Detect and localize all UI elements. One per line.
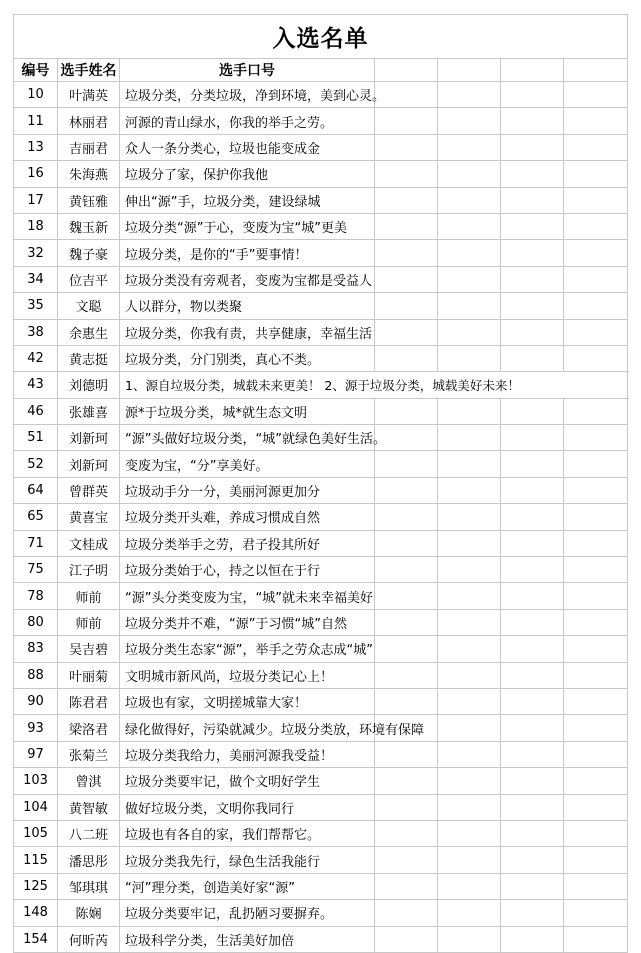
cell-name: 八二班	[58, 820, 120, 846]
empty-cell	[501, 319, 564, 345]
cell-number: 13	[14, 134, 58, 160]
empty-cell	[438, 900, 501, 926]
empty-cell	[438, 451, 501, 477]
table-row	[14, 873, 628, 899]
empty-cell	[438, 319, 501, 345]
empty-cell	[438, 530, 501, 556]
empty-cell	[564, 477, 628, 503]
empty-cell	[501, 741, 564, 767]
title-row	[14, 15, 628, 59]
empty-cell	[501, 213, 564, 239]
empty-cell	[375, 398, 438, 424]
empty-cell	[375, 59, 438, 82]
selection-list-table	[13, 14, 628, 953]
cell-name: 叶丽菊	[58, 662, 120, 688]
empty-cell	[501, 293, 564, 319]
empty-cell	[501, 557, 564, 583]
empty-cell	[375, 213, 438, 239]
empty-cell	[438, 820, 501, 846]
cell-slogan: 垃圾分类举手之劳，君子投其所好	[120, 530, 375, 556]
cell-name: 林丽君	[58, 108, 120, 134]
cell-number: 93	[14, 715, 58, 741]
empty-cell	[438, 504, 501, 530]
empty-cell	[501, 530, 564, 556]
cell-slogan: 文明城市新风尚，垃圾分类记心上！	[120, 662, 375, 688]
cell-name: 黄志挺	[58, 345, 120, 371]
cell-number: 43	[14, 372, 58, 398]
empty-cell	[501, 108, 564, 134]
cell-slogan: “河”理分类，创造美好家“源”	[120, 873, 375, 899]
empty-cell	[438, 794, 501, 820]
page-title: 入选名单	[14, 15, 628, 59]
empty-cell	[375, 768, 438, 794]
cell-name: 师前	[58, 583, 120, 609]
empty-cell	[501, 820, 564, 846]
cell-number: 18	[14, 213, 58, 239]
empty-cell	[564, 319, 628, 345]
empty-cell	[375, 873, 438, 899]
empty-cell	[564, 847, 628, 873]
cell-slogan: 源*于垃圾分类，城*就生态文明	[120, 398, 375, 424]
cell-number: 10	[14, 82, 58, 108]
table-row	[14, 451, 628, 477]
empty-cell	[375, 636, 438, 662]
empty-cell	[375, 794, 438, 820]
cell-name: 文聪	[58, 293, 120, 319]
empty-cell	[375, 504, 438, 530]
table-row	[14, 345, 628, 371]
cell-slogan: 垃圾也有家，文明搓城靠大家！	[120, 688, 375, 714]
cell-number: 148	[14, 900, 58, 926]
empty-cell	[564, 715, 628, 741]
empty-cell	[501, 451, 564, 477]
empty-cell	[564, 293, 628, 319]
cell-number: 80	[14, 609, 58, 635]
cell-slogan: 人以群分，物以类聚	[120, 293, 375, 319]
cell-slogan: 垃圾科学分类，生活美好加倍	[120, 926, 375, 952]
cell-name: 刘新珂	[58, 425, 120, 451]
empty-cell	[375, 900, 438, 926]
cell-number: 42	[14, 345, 58, 371]
cell-name: 吴吉碧	[58, 636, 120, 662]
cell-name: 魏子豪	[58, 240, 120, 266]
empty-cell	[375, 557, 438, 583]
table-row	[14, 688, 628, 714]
cell-name: 余惠生	[58, 319, 120, 345]
cell-slogan: 垃圾分类“源”于心，变废为宝“城”更美	[120, 213, 375, 239]
cell-slogan: 垃圾分类生态家“源”，举手之劳众志成“城”	[120, 636, 375, 662]
cell-slogan: 绿化做得好，污染就减少。垃圾分类放，环境有保障	[120, 715, 375, 741]
empty-cell	[564, 134, 628, 160]
empty-cell	[438, 82, 501, 108]
cell-name: 文桂成	[58, 530, 120, 556]
empty-cell	[438, 715, 501, 741]
empty-cell	[501, 240, 564, 266]
cell-number: 75	[14, 557, 58, 583]
cell-slogan: 垃圾分类，分门别类，真心不类。	[120, 345, 375, 371]
empty-cell	[501, 662, 564, 688]
cell-name: 梁洛君	[58, 715, 120, 741]
table-row	[14, 847, 628, 873]
spreadsheet	[13, 14, 627, 949]
empty-cell	[438, 583, 501, 609]
table-row	[14, 636, 628, 662]
empty-cell	[375, 741, 438, 767]
cell-name: 刘新珂	[58, 451, 120, 477]
empty-cell	[438, 108, 501, 134]
table-row	[14, 108, 628, 134]
empty-cell	[501, 59, 564, 82]
empty-cell	[375, 451, 438, 477]
cell-number: 125	[14, 873, 58, 899]
empty-cell	[564, 345, 628, 371]
cell-slogan: 变废为宝，“分”享美好。	[120, 451, 375, 477]
empty-cell	[564, 583, 628, 609]
cell-name: 刘德明	[58, 372, 120, 398]
table-row	[14, 504, 628, 530]
empty-cell	[564, 59, 628, 82]
cell-slogan: 垃圾分类，分类垃圾，净到环境，美到心灵。	[120, 82, 375, 108]
empty-cell	[501, 847, 564, 873]
empty-cell	[564, 504, 628, 530]
table-row	[14, 662, 628, 688]
empty-cell	[501, 266, 564, 292]
empty-cell	[375, 820, 438, 846]
empty-cell	[501, 398, 564, 424]
empty-cell	[438, 847, 501, 873]
cell-number: 154	[14, 926, 58, 952]
cell-number: 97	[14, 741, 58, 767]
empty-cell	[375, 240, 438, 266]
cell-number: 90	[14, 688, 58, 714]
cell-name: 朱海燕	[58, 161, 120, 187]
empty-cell	[501, 187, 564, 213]
cell-number: 105	[14, 820, 58, 846]
cell-name: 邹琪琪	[58, 873, 120, 899]
empty-cell	[564, 662, 628, 688]
cell-slogan: 垃圾分类我先行，绿色生活我能行	[120, 847, 375, 873]
empty-cell	[375, 108, 438, 134]
empty-cell	[564, 240, 628, 266]
empty-cell	[564, 213, 628, 239]
empty-cell	[375, 266, 438, 292]
empty-cell	[438, 59, 501, 82]
empty-cell	[501, 477, 564, 503]
empty-cell	[564, 398, 628, 424]
cell-name: 张雄喜	[58, 398, 120, 424]
empty-cell	[564, 425, 628, 451]
table-row	[14, 187, 628, 213]
empty-cell	[438, 662, 501, 688]
header-name: 选手姓名	[58, 59, 120, 82]
empty-cell	[501, 161, 564, 187]
cell-number: 46	[14, 398, 58, 424]
empty-cell	[438, 398, 501, 424]
cell-name: 魏玉新	[58, 213, 120, 239]
cell-name: 陈君君	[58, 688, 120, 714]
empty-cell	[438, 636, 501, 662]
empty-cell	[438, 345, 501, 371]
empty-cell	[438, 609, 501, 635]
cell-slogan: 垃圾分类并不难，“源”于习惯“城”自然	[120, 609, 375, 635]
table-row	[14, 926, 628, 952]
empty-cell	[375, 847, 438, 873]
cell-name: 陈娴	[58, 900, 120, 926]
empty-cell	[564, 266, 628, 292]
empty-cell	[375, 293, 438, 319]
cell-number: 17	[14, 187, 58, 213]
empty-cell	[501, 345, 564, 371]
empty-cell	[564, 636, 628, 662]
cell-number: 65	[14, 504, 58, 530]
table-row	[14, 398, 628, 424]
empty-cell	[501, 425, 564, 451]
empty-cell	[438, 266, 501, 292]
cell-name: 黄钰雅	[58, 187, 120, 213]
cell-number: 104	[14, 794, 58, 820]
table-row	[14, 134, 628, 160]
cell-slogan: 垃圾分类，是你的“手”要事情！	[120, 240, 375, 266]
cell-name: 曾淇	[58, 768, 120, 794]
cell-name: 位吉平	[58, 266, 120, 292]
empty-cell	[564, 794, 628, 820]
empty-cell	[501, 926, 564, 952]
empty-cell	[438, 688, 501, 714]
empty-cell	[564, 926, 628, 952]
table-row	[14, 900, 628, 926]
cell-slogan: 伸出“源”手，垃圾分类，建设绿城	[120, 187, 375, 213]
cell-name: 师前	[58, 609, 120, 635]
empty-cell	[564, 530, 628, 556]
table-row	[14, 715, 628, 741]
table-row	[14, 583, 628, 609]
empty-cell	[438, 741, 501, 767]
empty-cell	[501, 609, 564, 635]
empty-cell	[501, 583, 564, 609]
cell-slogan: “源”头分类变废为宝，“城”就未来幸福美好	[120, 583, 375, 609]
cell-number: 83	[14, 636, 58, 662]
cell-number: 64	[14, 477, 58, 503]
empty-cell	[501, 715, 564, 741]
table-row	[14, 557, 628, 583]
empty-cell	[438, 557, 501, 583]
empty-cell	[375, 319, 438, 345]
empty-cell	[564, 451, 628, 477]
empty-cell	[438, 425, 501, 451]
cell-slogan: 垃圾分类没有旁观者，变废为宝都是受益人	[120, 266, 375, 292]
cell-slogan: 1、源自垃圾分类，城载未来更美！ 2、源于垃圾分类，城载美好未来！	[120, 372, 628, 398]
table-row	[14, 293, 628, 319]
empty-cell	[375, 609, 438, 635]
cell-name: 黄喜宝	[58, 504, 120, 530]
cell-number: 35	[14, 293, 58, 319]
table-row	[14, 161, 628, 187]
empty-cell	[375, 477, 438, 503]
cell-number: 34	[14, 266, 58, 292]
empty-cell	[501, 504, 564, 530]
table-row	[14, 319, 628, 345]
empty-cell	[501, 873, 564, 899]
header-number: 编号	[14, 59, 58, 82]
empty-cell	[438, 293, 501, 319]
empty-cell	[501, 82, 564, 108]
cell-name: 何昕芮	[58, 926, 120, 952]
empty-cell	[564, 768, 628, 794]
empty-cell	[564, 161, 628, 187]
empty-cell	[564, 609, 628, 635]
table-row	[14, 820, 628, 846]
cell-name: 吉丽君	[58, 134, 120, 160]
cell-name: 黄智敏	[58, 794, 120, 820]
empty-cell	[375, 926, 438, 952]
cell-number: 38	[14, 319, 58, 345]
cell-number: 115	[14, 847, 58, 873]
cell-number: 78	[14, 583, 58, 609]
empty-cell	[438, 134, 501, 160]
empty-cell	[375, 345, 438, 371]
cell-number: 16	[14, 161, 58, 187]
empty-cell	[375, 187, 438, 213]
empty-cell	[438, 768, 501, 794]
table-row	[14, 240, 628, 266]
cell-name: 曾群英	[58, 477, 120, 503]
table-row	[14, 213, 628, 239]
cell-slogan: 垃圾分了家，保护你我他	[120, 161, 375, 187]
table-row	[14, 768, 628, 794]
table-row	[14, 82, 628, 108]
empty-cell	[375, 662, 438, 688]
cell-name: 叶满英	[58, 82, 120, 108]
cell-name: 张菊兰	[58, 741, 120, 767]
empty-cell	[438, 477, 501, 503]
cell-number: 88	[14, 662, 58, 688]
cell-slogan: “源”头做好垃圾分类，“城”就绿色美好生活。	[120, 425, 375, 451]
table-row	[14, 425, 628, 451]
empty-cell	[564, 557, 628, 583]
empty-cell	[438, 161, 501, 187]
table-row	[14, 266, 628, 292]
empty-cell	[438, 926, 501, 952]
empty-cell	[375, 688, 438, 714]
empty-cell	[564, 82, 628, 108]
table-row	[14, 794, 628, 820]
cell-slogan: 垃圾也有各自的家，我们帮帮它。	[120, 820, 375, 846]
empty-cell	[564, 187, 628, 213]
cell-slogan: 垃圾分类要牢记，做个文明好学生	[120, 768, 375, 794]
empty-cell	[438, 187, 501, 213]
header-row	[14, 59, 628, 82]
empty-cell	[501, 688, 564, 714]
table-row	[14, 741, 628, 767]
cell-slogan: 垃圾分类开头难，养成习惯成自然	[120, 504, 375, 530]
empty-cell	[501, 134, 564, 160]
empty-cell	[564, 873, 628, 899]
table-row	[14, 530, 628, 556]
header-slogan: 选手口号	[120, 59, 375, 82]
empty-cell	[564, 900, 628, 926]
table-row	[14, 609, 628, 635]
empty-cell	[438, 240, 501, 266]
empty-cell	[375, 530, 438, 556]
cell-number: 11	[14, 108, 58, 134]
empty-cell	[564, 108, 628, 134]
empty-cell	[501, 794, 564, 820]
cell-slogan: 垃圾分类要牢记，乱扔陋习要摒弃。	[120, 900, 375, 926]
cell-slogan: 垃圾动手分一分，美丽河源更加分	[120, 477, 375, 503]
empty-cell	[501, 768, 564, 794]
cell-slogan: 河源的青山绿水，你我的举手之劳。	[120, 108, 375, 134]
cell-slogan: 做好垃圾分类，文明你我同行	[120, 794, 375, 820]
empty-cell	[375, 161, 438, 187]
cell-slogan: 垃圾分类我给力，美丽河源我受益！	[120, 741, 375, 767]
empty-cell	[564, 741, 628, 767]
cell-slogan: 垃圾分类始于心，持之以恒在于行	[120, 557, 375, 583]
empty-cell	[501, 636, 564, 662]
empty-cell	[438, 873, 501, 899]
empty-cell	[375, 134, 438, 160]
cell-number: 71	[14, 530, 58, 556]
cell-number: 51	[14, 425, 58, 451]
cell-name: 潘思彤	[58, 847, 120, 873]
empty-cell	[501, 900, 564, 926]
table-row	[14, 477, 628, 503]
empty-cell	[375, 583, 438, 609]
empty-cell	[564, 688, 628, 714]
empty-cell	[438, 213, 501, 239]
cell-number: 52	[14, 451, 58, 477]
cell-slogan: 众人一条分类心，垃圾也能变成金	[120, 134, 375, 160]
cell-number: 32	[14, 240, 58, 266]
empty-cell	[564, 820, 628, 846]
cell-slogan: 垃圾分类，你我有责，共享健康，幸福生活	[120, 319, 375, 345]
cell-number: 103	[14, 768, 58, 794]
cell-name: 江子明	[58, 557, 120, 583]
table-row	[14, 372, 628, 398]
